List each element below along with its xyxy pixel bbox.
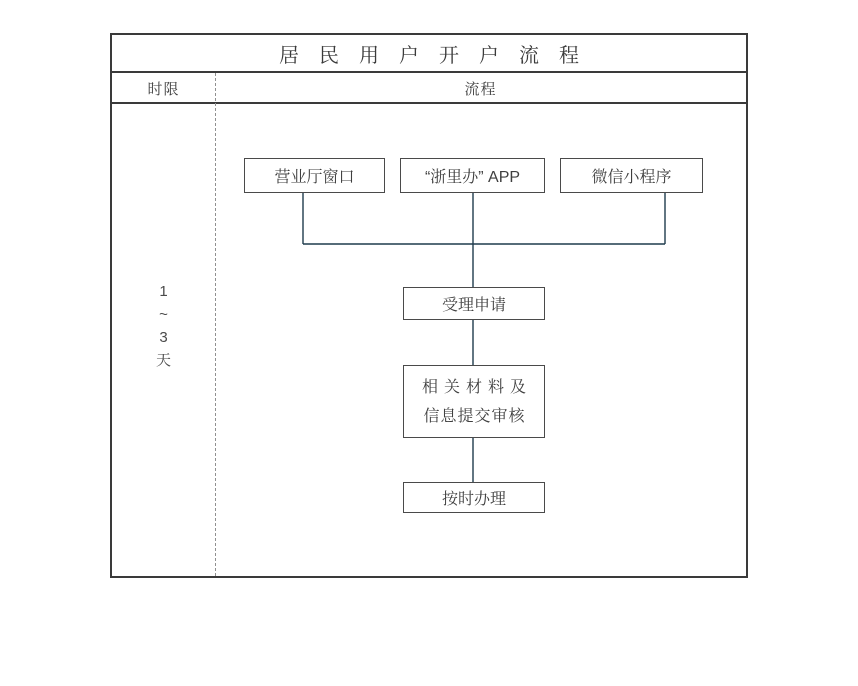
channel-box-wechat-mini-program: 微信小程序: [560, 158, 703, 193]
flowchart-frame: [110, 33, 748, 578]
column-header-process: 流程: [464, 81, 497, 98]
channel-box-business-hall-window: 营业厅窗口: [244, 158, 385, 193]
time-limit-line: 天: [155, 352, 171, 369]
channel-box-zheliban-app: “浙里办” APP: [400, 158, 545, 193]
time-limit-line: ~: [159, 306, 168, 323]
page-title: 居民用户开户流程: [112, 35, 746, 73]
step-box-accept-application: 受理申请: [403, 287, 545, 320]
step-box-timely-handling: 按时办理: [403, 482, 545, 513]
step-box-materials-line: 相关材料及: [421, 378, 532, 396]
time-limit-line: 1: [159, 283, 168, 300]
time-limit-line: 3: [159, 329, 168, 346]
column-header-time-limit: 时限: [147, 81, 180, 98]
step-box-materials-line: 信息提交审核: [423, 407, 526, 425]
step-box-materials-info-review: [403, 365, 545, 438]
